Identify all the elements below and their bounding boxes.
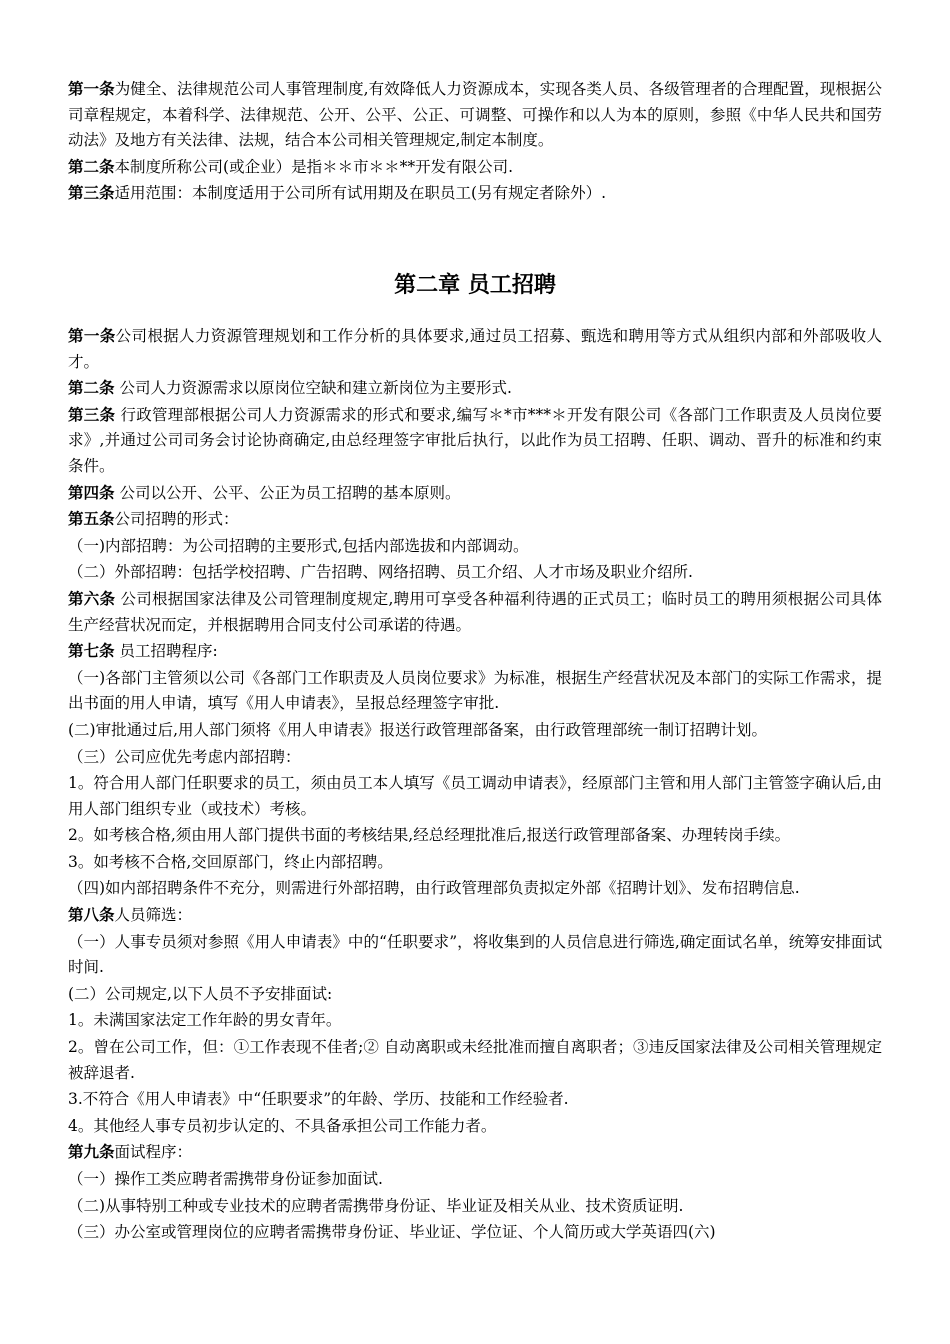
clause-paragraph [68, 1113, 882, 1140]
chapter1-section [68, 76, 882, 207]
clause-text: 1。未满国家法定工作年龄的男女青年。 [68, 1011, 342, 1030]
article-paragraph [68, 76, 882, 154]
article-heading: 第四条 [68, 482, 115, 502]
article-heading: 第六条 [68, 588, 116, 608]
clause-paragraph [68, 822, 882, 849]
clause-paragraph [68, 559, 882, 586]
clause-text: 3.不符合《用人申请表》中“任职要求”的年龄、学历、技能和工作经验者. [68, 1090, 569, 1109]
clause-text: 2。曾在公司工作，但：①工作表现不佳者;② 自动离职或未经批准而擅自离职者；③违反国家法律及公司相关管理规定被辞退者. [68, 1038, 882, 1082]
clause-text: 3。如考核不合格,交回原部门，终止内部招聘。 [68, 852, 393, 871]
clause-text: （一）人事专员须对参照《用人申请表》中的“任职要求”，将收集到的人员信息进行筛选,确定面试名单，统筹安排面试时间. [68, 932, 882, 977]
clause-text: （二）外部招聘：包括学校招聘、广告招聘、网络招聘、员工介绍、人才市场及职业介绍所. [68, 563, 693, 582]
article-heading: 第九条 [68, 1142, 115, 1162]
article-heading: 第三条 [68, 183, 115, 203]
clause-paragraph [68, 717, 882, 744]
article-text: 公司根据国家法律及公司管理制度规定,聘用可享受各种福利待遇的正式员工；临时员工的聘用须根据公司具体生产经营状况而定，并根据聘用合同支付公司承诺的待遇。 [68, 589, 882, 634]
article-paragraph [68, 375, 882, 402]
clause-paragraph [68, 875, 882, 902]
clause-text: 4。其他经人事专员初步认定的、不具备承担公司工作能力者。 [68, 1116, 497, 1135]
article-heading: 第五条 [68, 509, 115, 529]
clause-paragraph [68, 1086, 882, 1113]
article-paragraph [68, 323, 882, 375]
clause-paragraph [68, 770, 882, 822]
article-heading: 第八条 [68, 905, 115, 925]
article-text: 为健全、法律规范公司人事管理制度,有效降低人力资源成本，实现各类人员、各级管理者的合理配置，现根据公司章程规定，本着科学、法律规范、公开、公平、公正、可调整、可操作和以人为本的原则，参照《中华人民共和国劳动法》及地方有关法律、法规，结合本公司相关管理规定,制定本制度。 [68, 80, 882, 150]
clause-paragraph [68, 849, 882, 876]
article-paragraph [68, 506, 882, 533]
article-paragraph [68, 480, 882, 507]
clause-paragraph [68, 981, 882, 1008]
article-heading: 第一条 [68, 326, 116, 345]
article-heading: 第三条 [68, 404, 116, 424]
chapter2-section [68, 323, 882, 1246]
clause-text: 2。如考核合格,须由用人部门提供书面的考核结果,经总经理批准后,报送行政管理部备案、办理转岗手续。 [68, 826, 791, 845]
clause-text: 1。符合用人部门任职要求的员工，须由员工本人填写《员工调动申请表》，经原部门主管和用人部门主管签字确认后,由用人部门组织专业（或技术）考核。 [68, 774, 882, 818]
article-paragraph [68, 902, 882, 929]
article-text: 本制度所称公司(或企业）是指＊＊市＊＊**开发有限公司. [114, 157, 513, 176]
article-heading: 第二条 [68, 156, 115, 176]
clause-text: （一)各部门主管须以公司《各部门工作职责及人员岗位要求》为标准，根据生产经营状况及本部门的实际工作需求，提出书面的用人申请，填写《用人申请表》，呈报总经理签字审批. [68, 668, 882, 713]
clause-text: （三）公司应优先考虑内部招聘： [68, 747, 301, 766]
clause-paragraph [68, 1193, 882, 1220]
clause-paragraph [68, 1034, 882, 1086]
clause-text: （二)从事特别工种或专业技术的应聘者需携带身份证、毕业证及相关从业、技术资质证明. [68, 1196, 684, 1215]
article-text: 公司根据人力资源管理规划和工作分析的具体要求,通过员工招募、甄选和聘用等方式从组织内部和外部吸收人才。 [68, 327, 882, 371]
article-paragraph [68, 586, 882, 638]
clause-text: （三）办公室或管理岗位的应聘者需携带身份证、毕业证、学位证、个人简历或大学英语四(六) [68, 1223, 716, 1242]
article-text: 适用范围：本制度适用于公司所有试用期及在职员工(另有规定者除外）. [114, 184, 606, 203]
clause-paragraph [68, 1166, 882, 1193]
article-text: 人员筛选： [114, 906, 193, 925]
clause-text: (二）公司规定,以下人员不予安排面试: [68, 984, 333, 1003]
clause-paragraph [68, 744, 882, 771]
clause-paragraph [68, 1219, 882, 1246]
article-heading: 第七条 [68, 641, 115, 661]
article-heading: 第一条 [68, 79, 115, 98]
article-text: 公司人力资源需求以原岗位空缺和建立新岗位为主要形式. [114, 379, 512, 398]
clause-text: （四)如内部招聘条件不充分，则需进行外部招聘，由行政管理部负责拟定外部《招聘计划》、发布招聘信息. [68, 879, 800, 898]
article-paragraph [68, 180, 882, 207]
article-paragraph [68, 402, 882, 480]
article-paragraph [68, 154, 882, 181]
clause-paragraph [68, 929, 882, 981]
article-text: 公司招聘的形式： [114, 510, 239, 529]
article-text: 公司以公开、公平、公正为员工招聘的基本原则。 [114, 483, 461, 502]
clause-text: （一）操作工类应聘者需携带身份证参加面试. [68, 1170, 383, 1188]
chapter-title: 第二章 员工招聘 [394, 273, 556, 298]
clause-text: (二)审批通过后,用人部门须将《用人申请表》报送行政管理部备案，由行政管理部统一制订招聘计划。 [68, 720, 768, 739]
article-text: 员工招聘程序: [114, 642, 218, 661]
clause-text: （一)内部招聘：为公司招聘的主要形式,包括内部选拔和内部调动。 [68, 536, 529, 555]
clause-paragraph [68, 1007, 882, 1034]
clause-paragraph [68, 533, 882, 560]
article-heading: 第二条 [68, 378, 115, 398]
article-paragraph [68, 1139, 882, 1166]
clause-paragraph [68, 665, 882, 717]
article-text: 面试程序： [114, 1143, 193, 1162]
article-text: 行政管理部根据公司人力资源需求的形式和要求,编写＊*市***＊开发有限公司《各部门工作职责及人员岗位要求》,并通过公司司务会讨论协商确定,由总经理签字审批后执行，以此作为员工招聘、任职、调动、晋升的标准和约束条件。 [68, 405, 882, 475]
article-paragraph [68, 638, 882, 665]
